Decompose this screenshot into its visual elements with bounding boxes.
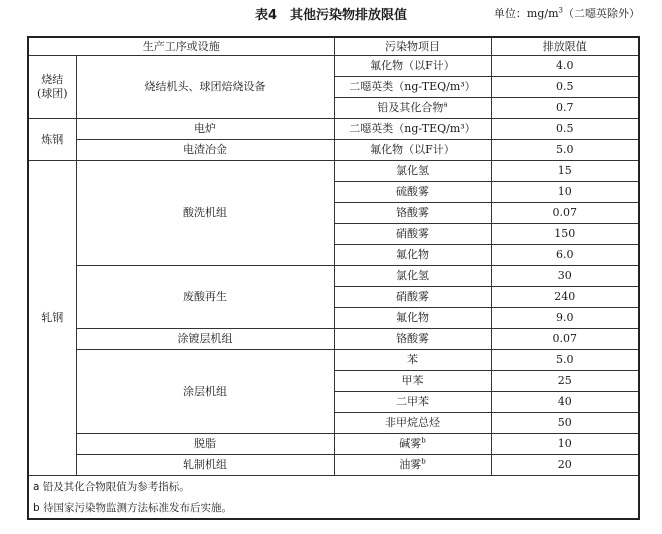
pollutant-cell — [334, 455, 491, 476]
pollutant-cell — [334, 56, 491, 77]
pollutant-name: 甲苯 — [401, 374, 424, 387]
pollutant-cell — [334, 77, 491, 98]
limit-cell: 20 — [491, 455, 639, 476]
limit-cell: 5.0 — [491, 140, 639, 161]
footnote-marker: b — [421, 457, 426, 466]
process-cell: 涂层机组 — [76, 350, 334, 434]
table-row — [28, 119, 639, 140]
pollutant-cell — [334, 371, 491, 392]
pollutant-name: 氟化物 — [396, 248, 429, 261]
pollutant-cell — [334, 287, 491, 308]
table-row — [28, 434, 639, 455]
pollutant-name: 二噁英类（ng-TEQ/m³） — [349, 122, 476, 135]
process-cell: 涂镀层机组 — [76, 329, 334, 350]
limit-cell: 0.07 — [491, 329, 639, 350]
limit-cell: 0.7 — [491, 98, 639, 119]
footnote-marker: b — [421, 436, 426, 445]
pollutant-name: 二甲苯 — [396, 395, 429, 408]
header-process: 生产工序或设施 — [28, 37, 334, 56]
section-cell: 烧结 (球团) — [28, 56, 76, 119]
pollutant-name: 氟化物 — [396, 311, 429, 324]
limit-cell: 25 — [491, 371, 639, 392]
process-cell: 酸洗机组 — [76, 161, 334, 266]
limit-cell: 30 — [491, 266, 639, 287]
pollutant-cell — [334, 98, 491, 119]
pollutant-cell — [334, 161, 491, 182]
pollutant-name: 苯 — [407, 353, 418, 366]
unit-prefix: 单位：mg/m — [493, 7, 559, 20]
table-row — [28, 140, 639, 161]
footnote-row — [28, 476, 639, 498]
process-cell: 废酸再生 — [76, 266, 334, 329]
limit-cell: 40 — [491, 392, 639, 413]
pollutant-name: 氟化物（以F计） — [370, 143, 455, 156]
table-row — [28, 266, 639, 287]
limit-cell: 240 — [491, 287, 639, 308]
limit-cell: 9.0 — [491, 308, 639, 329]
unit-superscript: 3 — [558, 6, 563, 15]
table-title: 表4 其他污染物排放限值 — [254, 8, 408, 23]
section-cell: 炼钢 — [28, 119, 76, 161]
pollutant-cell — [334, 140, 491, 161]
limit-cell: 10 — [491, 182, 639, 203]
limit-cell: 0.5 — [491, 119, 639, 140]
pollutant-name: 硝酸雾 — [396, 290, 429, 303]
pollutant-name: 碱雾 — [399, 437, 422, 450]
table-row — [28, 455, 639, 476]
pollutant-cell — [334, 182, 491, 203]
pollutant-cell — [334, 308, 491, 329]
table-row — [28, 56, 639, 77]
pollutant-cell — [334, 350, 491, 371]
pollutant-cell — [334, 329, 491, 350]
pollutant-name: 氯化氢 — [396, 164, 429, 177]
limit-cell: 10 — [491, 434, 639, 455]
pollutant-cell — [334, 266, 491, 287]
limit-cell: 0.5 — [491, 77, 639, 98]
pollutant-name: 非甲烷总烃 — [385, 416, 440, 429]
header-row — [28, 37, 639, 56]
pollutant-cell — [334, 434, 491, 455]
unit-suffix: （二噁英除外） — [563, 7, 640, 20]
pollutant-cell — [334, 392, 491, 413]
table-row — [28, 161, 639, 182]
unit-label — [494, 5, 640, 21]
emission-limits-table — [27, 36, 640, 520]
pollutant-cell — [334, 203, 491, 224]
footnote-marker: a — [443, 100, 448, 109]
process-cell: 烧结机头、球团焙烧设备 — [76, 56, 334, 119]
pollutant-cell — [334, 119, 491, 140]
pollutant-name: 铬酸雾 — [396, 332, 429, 345]
table-row — [28, 350, 639, 371]
pollutant-name: 二噁英类（ng-TEQ/m³） — [349, 80, 476, 93]
limit-cell: 15 — [491, 161, 639, 182]
footnote-row — [28, 497, 639, 519]
pollutant-cell — [334, 224, 491, 245]
pollutant-name: 铅及其化合物 — [377, 101, 444, 114]
process-cell: 电炉 — [76, 119, 334, 140]
table-row — [28, 329, 639, 350]
header-limit: 排放限值 — [491, 37, 639, 56]
pollutant-name: 氟化物（以F计） — [370, 59, 455, 72]
pollutant-cell — [334, 245, 491, 266]
limit-cell: 0.07 — [491, 203, 639, 224]
pollutant-name: 硫酸雾 — [396, 185, 429, 198]
pollutant-cell — [334, 413, 491, 434]
pollutant-name: 硝酸雾 — [396, 227, 429, 240]
footnote-text: a 铅及其化合物限值为参考指标。 — [28, 476, 639, 498]
process-cell: 轧制机组 — [76, 455, 334, 476]
limit-cell: 150 — [491, 224, 639, 245]
limit-cell: 4.0 — [491, 56, 639, 77]
pollutant-name: 油雾 — [399, 458, 422, 471]
pollutant-name: 铬酸雾 — [396, 206, 429, 219]
limit-cell: 50 — [491, 413, 639, 434]
process-cell: 电渣冶金 — [76, 140, 334, 161]
footnote-text: b 待国家污染物监测方法标准发布后实施。 — [28, 497, 639, 519]
section-cell: 轧钢 — [28, 161, 76, 476]
limit-cell: 5.0 — [491, 350, 639, 371]
process-cell: 脱脂 — [76, 434, 334, 455]
pollutant-name: 氯化氢 — [396, 269, 429, 282]
header-pollutant: 污染物项目 — [334, 37, 491, 56]
limit-cell: 6.0 — [491, 245, 639, 266]
